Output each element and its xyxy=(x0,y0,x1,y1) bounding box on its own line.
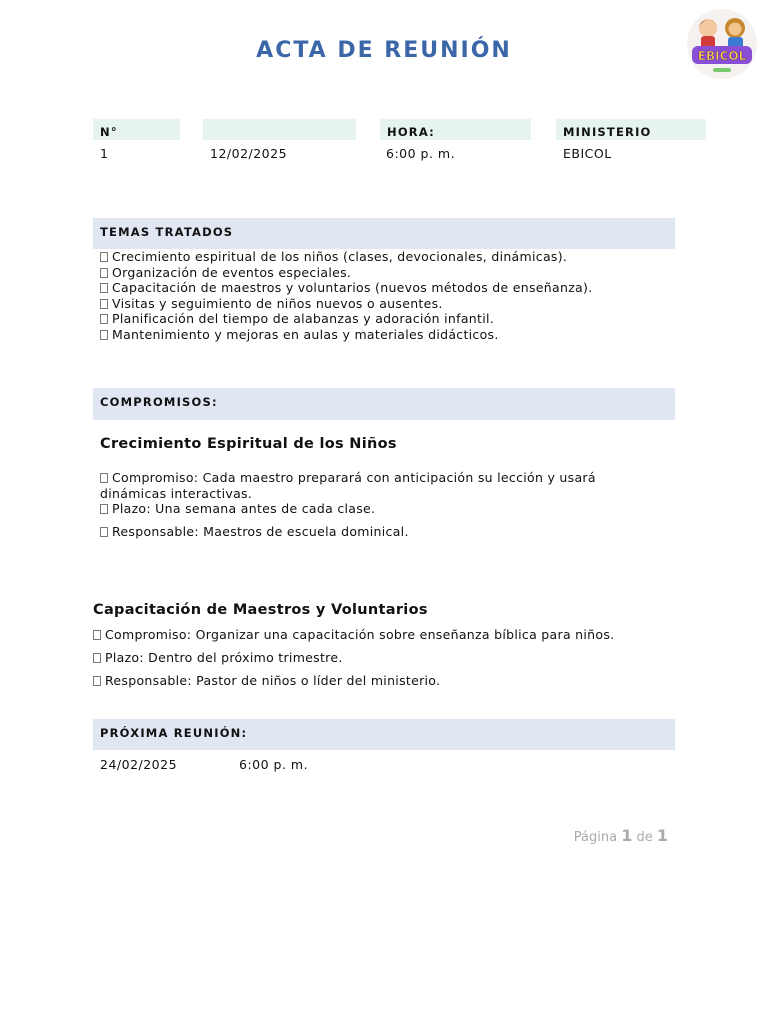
checkbox-icon xyxy=(100,504,108,514)
section2-title: Capacitación de Maestros y Voluntarios xyxy=(93,602,428,618)
checkbox-icon xyxy=(93,676,101,686)
list-item: Planificación del tiempo de alabanzas y adoración infantil. xyxy=(100,311,494,327)
section1-title: Crecimiento Espiritual de los Niños xyxy=(100,436,397,452)
of-word: de xyxy=(636,830,653,845)
list-item: Mantenimiento y mejoras en aulas y materiales didácticos. xyxy=(100,327,499,343)
checkbox-icon xyxy=(100,314,108,324)
checkbox-icon xyxy=(100,299,108,309)
header-cell-number: N° xyxy=(93,119,180,140)
page-total: 1 xyxy=(656,826,668,845)
section1-plazo: Plazo: Una semana antes de cada clase. xyxy=(100,501,375,517)
checkbox-icon xyxy=(100,252,108,262)
logo-text: EBICOL xyxy=(697,49,747,63)
list-item: Capacitación de maestros y voluntarios (nuevos métodos de enseñanza). xyxy=(100,280,592,296)
section1-responsable: Responsable: Maestros de escuela dominical. xyxy=(100,524,409,540)
proxima-heading: PRÓXIMA REUNIÓN: xyxy=(93,719,675,750)
list-item: Organización de eventos especiales. xyxy=(100,265,351,281)
section2-responsable: Responsable: Pastor de niños o líder del ministerio. xyxy=(93,673,440,689)
list-item: Visitas y seguimiento de niños nuevos o ausentes. xyxy=(100,296,443,312)
section1-compromiso: Compromiso: Cada maestro preparará con anticipación su lección y usará xyxy=(100,470,596,486)
compromisos-heading: COMPROMISOS: xyxy=(93,388,675,420)
checkbox-icon xyxy=(93,653,101,663)
value-date: 12/02/2025 xyxy=(210,146,288,161)
page-title: ACTA DE REUNIÓN xyxy=(256,38,512,63)
section2-compromiso: Compromiso: Organizar una capacitación sobre enseñanza bíblica para niños. xyxy=(93,627,614,643)
value-hora: 6:00 p. m. xyxy=(386,146,456,161)
checkbox-icon xyxy=(100,473,108,483)
header-cell-hora: HORA: xyxy=(380,119,531,140)
list-item: Crecimiento espiritual de los niños (clases, devocionales, dinámicas). xyxy=(100,249,567,265)
section1-compromiso-cont: dinámicas interactivas. xyxy=(100,485,253,501)
value-number: 1 xyxy=(100,146,109,161)
proxima-date: 24/02/2025 xyxy=(100,757,178,772)
page-current: 1 xyxy=(621,826,633,845)
page-number xyxy=(574,826,668,845)
value-ministerio: EBICOL xyxy=(563,146,612,161)
checkbox-icon xyxy=(93,630,101,640)
section2-plazo: Plazo: Dentro del próximo trimestre. xyxy=(93,650,343,666)
checkbox-icon xyxy=(100,330,108,340)
checkbox-icon xyxy=(100,527,108,537)
header-cell-date xyxy=(203,119,356,140)
checkbox-icon xyxy=(100,283,108,293)
kids-logo-icon xyxy=(683,6,761,80)
header-cell-ministerio: MINISTERIO xyxy=(556,119,706,140)
proxima-time: 6:00 p. m. xyxy=(239,757,309,772)
page-word: Página xyxy=(573,830,618,845)
temas-heading: TEMAS TRATADOS xyxy=(93,218,675,249)
checkbox-icon xyxy=(100,268,108,278)
